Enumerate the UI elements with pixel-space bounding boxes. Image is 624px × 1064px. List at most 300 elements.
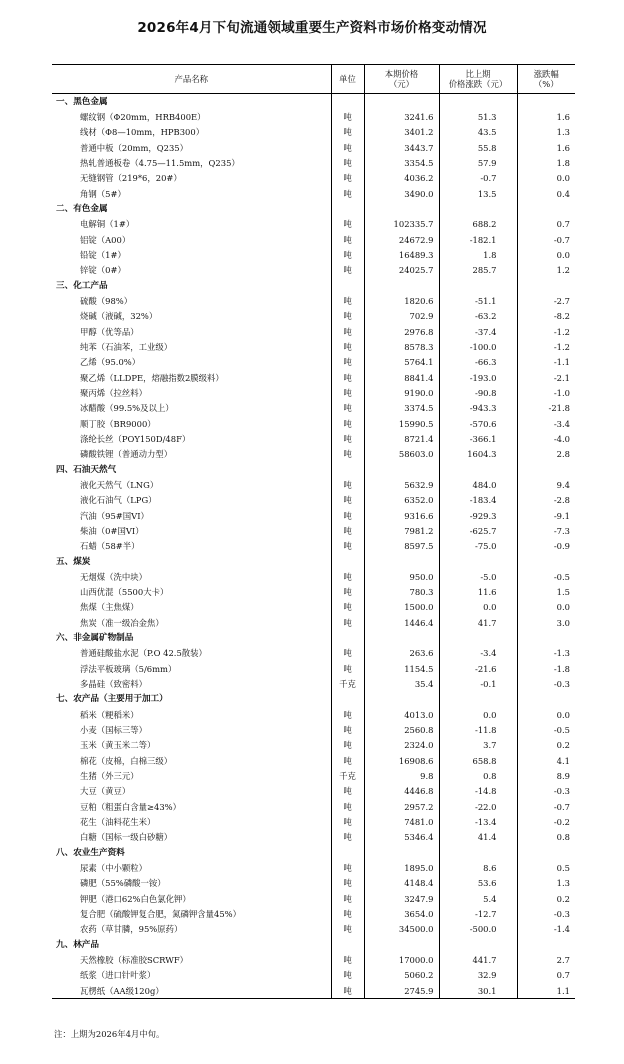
product-name-cell: 甲醇（优等品）: [80, 326, 139, 337]
percent-change-cell: -0.2: [517, 814, 575, 829]
table-row: [52, 477, 575, 492]
percent-change-cell: -1.0: [517, 385, 575, 400]
percent-change-cell: 0.5: [517, 860, 575, 875]
price-cell: 9.8: [364, 768, 439, 783]
percent-change-cell: [517, 201, 575, 216]
price-change-cell: 55.8: [439, 140, 517, 155]
percent-change-cell: 1.3: [517, 125, 575, 140]
price-change-cell: -37.4: [439, 324, 517, 339]
category-name-cell: 一、黑色金属: [56, 96, 108, 107]
product-name-cell: 硫酸（98%）: [80, 295, 133, 306]
unit-cell: 千克: [331, 768, 364, 783]
percent-change-cell: 1.6: [517, 109, 575, 124]
price-cell: 702.9: [364, 309, 439, 324]
price-change-cell: 5.4: [439, 891, 517, 906]
price-change-cell: -21.6: [439, 661, 517, 676]
price-change-cell: -500.0: [439, 922, 517, 937]
table-row: [52, 416, 575, 431]
price-cell: 1895.0: [364, 860, 439, 875]
product-name-cell: 铅锭（1#）: [80, 249, 126, 260]
unit-cell: 吨: [331, 600, 364, 615]
unit-cell: 吨: [331, 646, 364, 661]
unit-cell: 吨: [331, 784, 364, 799]
price-cell: 15990.5: [364, 416, 439, 431]
price-cell: 263.6: [364, 646, 439, 661]
table-row: [52, 523, 575, 538]
unit-cell: 吨: [331, 155, 364, 170]
product-name-cell: 焦炭（准一级冶金焦）: [80, 617, 164, 628]
percent-change-cell: -0.5: [517, 722, 575, 737]
table-row: [52, 830, 575, 845]
unit-cell: 吨: [331, 339, 364, 354]
price-change-cell: 441.7: [439, 952, 517, 967]
product-name-cell: 锌锭（0#）: [80, 265, 126, 276]
unit-cell: 吨: [331, 293, 364, 308]
table-row: [52, 309, 575, 324]
unit-cell: [331, 94, 364, 110]
table-row: [52, 799, 575, 814]
table-row: [52, 125, 575, 140]
unit-cell: 吨: [331, 447, 364, 462]
product-name-cell: 复合肥（硫酸钾复合肥，氮磷钾含量45%）: [80, 909, 241, 920]
header-price-line1: 本期价格: [384, 69, 419, 79]
unit-cell: 千克: [331, 676, 364, 691]
category-row: [52, 94, 575, 110]
unit-cell: 吨: [331, 906, 364, 921]
percent-change-cell: [517, 845, 575, 860]
table-row: [52, 186, 575, 201]
price-change-cell: -12.7: [439, 906, 517, 921]
unit-cell: 吨: [331, 738, 364, 753]
percent-change-cell: -0.3: [517, 906, 575, 921]
table-row: [52, 952, 575, 967]
category-row: [52, 554, 575, 569]
header-product-name: [52, 65, 331, 94]
price-cell: 5764.1: [364, 355, 439, 370]
price-change-cell: [439, 692, 517, 707]
price-change-cell: -3.4: [439, 646, 517, 661]
product-name-cell: 聚乙烯（LLDPE，熔融指数2膜级料）: [80, 372, 224, 383]
price-change-cell: 53.6: [439, 876, 517, 891]
price-change-cell: -183.4: [439, 493, 517, 508]
table-row: [52, 615, 575, 630]
table-row: [52, 661, 575, 676]
table-row: [52, 646, 575, 661]
unit-cell: 吨: [331, 860, 364, 875]
percent-change-cell: -3.4: [517, 416, 575, 431]
percent-change-cell: 0.2: [517, 738, 575, 753]
unit-cell: 吨: [331, 247, 364, 262]
price-change-cell: -182.1: [439, 232, 517, 247]
price-cell: 3654.0: [364, 906, 439, 921]
price-cell: 34500.0: [364, 922, 439, 937]
category-row: [52, 278, 575, 293]
table-row: [52, 431, 575, 446]
product-name-cell: 山西优混（5500大卡）: [80, 587, 169, 598]
price-change-cell: -193.0: [439, 370, 517, 385]
price-cell: 950.0: [364, 569, 439, 584]
table-row: [52, 906, 575, 921]
unit-cell: 吨: [331, 585, 364, 600]
price-cell: 102335.7: [364, 217, 439, 232]
table-row: [52, 569, 575, 584]
unit-cell: [331, 278, 364, 293]
percent-change-cell: 3.0: [517, 615, 575, 630]
price-change-cell: -11.8: [439, 722, 517, 737]
product-name-cell: 液化石油气（LPG）: [80, 495, 157, 506]
price-cell: 7481.0: [364, 814, 439, 829]
price-change-cell: 57.9: [439, 155, 517, 170]
price-cell: 2976.8: [364, 324, 439, 339]
unit-cell: 吨: [331, 217, 364, 232]
price-change-cell: 13.5: [439, 186, 517, 201]
table-row: [52, 109, 575, 124]
price-cell: 5632.9: [364, 477, 439, 492]
table-row: [52, 539, 575, 554]
unit-cell: 吨: [331, 370, 364, 385]
percent-change-cell: 1.3: [517, 876, 575, 891]
price-cell: 3490.0: [364, 186, 439, 201]
percent-change-cell: -1.1: [517, 355, 575, 370]
header-unit: [331, 65, 364, 94]
price-cell: 1154.5: [364, 661, 439, 676]
table-header: [52, 65, 575, 94]
price-change-cell: 51.3: [439, 109, 517, 124]
price-change-cell: [439, 937, 517, 952]
product-name-cell: 液化天然气（LNG）: [80, 479, 159, 490]
product-name-cell: 磷肥（55%磷酸一铵）: [80, 878, 166, 889]
category-row: [52, 937, 575, 952]
table-row: [52, 447, 575, 462]
price-cell: 9316.6: [364, 508, 439, 523]
price-cell: [364, 554, 439, 569]
unit-cell: [331, 937, 364, 952]
unit-cell: [331, 630, 364, 645]
product-name-cell: 顺丁胶（BR9000）: [80, 418, 156, 429]
price-cell: 3241.6: [364, 109, 439, 124]
unit-cell: 吨: [331, 523, 364, 538]
unit-cell: [331, 692, 364, 707]
percent-change-cell: 1.5: [517, 585, 575, 600]
header-row: [52, 65, 575, 94]
table-row: [52, 493, 575, 508]
price-change-cell: -14.8: [439, 784, 517, 799]
product-name-cell: 生猪（外三元）: [80, 771, 139, 782]
unit-cell: 吨: [331, 508, 364, 523]
product-name-cell: 柴油（0#国VI）: [80, 525, 144, 536]
product-name-cell: 尿素（中小颗粒）: [80, 863, 147, 874]
percent-change-cell: 2.8: [517, 447, 575, 462]
product-name-cell: 玉米（黄玉米二等）: [80, 740, 156, 751]
header-percent-line1: 涨跌幅: [533, 69, 559, 79]
percent-change-cell: 0.7: [517, 968, 575, 983]
price-change-cell: 30.1: [439, 983, 517, 999]
price-cell: 3354.5: [364, 155, 439, 170]
unit-cell: 吨: [331, 324, 364, 339]
price-cell: [364, 94, 439, 110]
price-cell: 2324.0: [364, 738, 439, 753]
unit-cell: [331, 201, 364, 216]
price-change-cell: [439, 630, 517, 645]
unit-cell: 吨: [331, 401, 364, 416]
unit-cell: 吨: [331, 263, 364, 278]
unit-cell: 吨: [331, 109, 364, 124]
percent-change-cell: 9.4: [517, 477, 575, 492]
price-cell: 3374.5: [364, 401, 439, 416]
percent-change-cell: 0.0: [517, 171, 575, 186]
percent-change-cell: -2.1: [517, 370, 575, 385]
table-row: [52, 738, 575, 753]
table-row: [52, 324, 575, 339]
percent-change-cell: 8.9: [517, 768, 575, 783]
percent-change-cell: 0.4: [517, 186, 575, 201]
category-name-cell: 六、非金属矿物制品: [56, 633, 134, 644]
percent-change-cell: -2.7: [517, 293, 575, 308]
price-change-cell: 658.8: [439, 753, 517, 768]
percent-change-cell: -1.4: [517, 922, 575, 937]
price-cell: 9190.0: [364, 385, 439, 400]
percent-change-cell: -2.8: [517, 493, 575, 508]
category-name-cell: 八、农业生产资料: [56, 847, 125, 858]
price-change-cell: -0.1: [439, 676, 517, 691]
percent-change-cell: [517, 937, 575, 952]
unit-cell: 吨: [331, 615, 364, 630]
header-change-line1: 比上期: [465, 69, 491, 79]
product-name-cell: 汽油（95#国VI）: [80, 510, 149, 521]
price-cell: 24672.9: [364, 232, 439, 247]
unit-cell: 吨: [331, 753, 364, 768]
percent-change-cell: 0.2: [517, 891, 575, 906]
table-row: [52, 676, 575, 691]
unit-cell: 吨: [331, 922, 364, 937]
percent-change-cell: 0.8: [517, 830, 575, 845]
percent-change-cell: 0.0: [517, 247, 575, 262]
table-row: [52, 983, 575, 999]
product-name-cell: 螺纹钢（Φ20mm，HRB400E）: [80, 111, 206, 122]
percent-change-cell: 1.1: [517, 983, 575, 999]
category-row: [52, 201, 575, 216]
footnote: 注：上期为2026年4月中旬。: [54, 1029, 165, 1039]
table-row: [52, 508, 575, 523]
product-name-cell: 小麦（国标三等）: [80, 725, 147, 736]
unit-cell: 吨: [331, 661, 364, 676]
price-change-cell: 0.0: [439, 600, 517, 615]
price-cell: [364, 845, 439, 860]
unit-cell: 吨: [331, 707, 364, 722]
table-row: [52, 814, 575, 829]
percent-change-cell: 1.8: [517, 155, 575, 170]
percent-change-cell: [517, 94, 575, 110]
product-name-cell: 无烟煤（洗中块）: [80, 571, 147, 582]
product-name-cell: 铝锭（A00）: [80, 234, 131, 245]
product-name-cell: 浮法平板玻璃（5/6mm）: [80, 663, 177, 674]
price-change-cell: [439, 462, 517, 477]
price-change-cell: 1604.3: [439, 447, 517, 462]
header-price-line2: （元）: [388, 79, 415, 89]
price-change-cell: -5.0: [439, 569, 517, 584]
table-row: [52, 293, 575, 308]
price-change-cell: 484.0: [439, 477, 517, 492]
unit-cell: 吨: [331, 186, 364, 201]
product-name-cell: 天然橡胶（标准胶SCRWF）: [80, 955, 189, 966]
category-name-cell: 九、林产品: [56, 939, 99, 950]
price-cell: 1446.4: [364, 615, 439, 630]
price-change-cell: 1.8: [439, 247, 517, 262]
table-row: [52, 355, 575, 370]
price-change-cell: 41.4: [439, 830, 517, 845]
product-name-cell: 石蜡（58#半）: [80, 541, 140, 552]
percent-change-cell: 2.7: [517, 952, 575, 967]
product-name-cell: 烧碱（液碱，32%）: [80, 311, 158, 322]
price-change-cell: -63.2: [439, 309, 517, 324]
price-change-cell: [439, 554, 517, 569]
category-row: [52, 692, 575, 707]
percent-change-cell: 1.6: [517, 140, 575, 155]
price-cell: 7981.2: [364, 523, 439, 538]
table-row: [52, 891, 575, 906]
product-name-cell: 无缝钢管（219*6，20#）: [80, 173, 182, 184]
price-change-cell: 41.7: [439, 615, 517, 630]
product-name-cell: 钾肥（港口62%白色氯化钾）: [80, 893, 191, 904]
price-cell: [364, 462, 439, 477]
product-name-cell: 乙烯（95.0%）: [80, 357, 141, 368]
table-row: [52, 232, 575, 247]
unit-cell: [331, 554, 364, 569]
table-row: [52, 155, 575, 170]
product-name-cell: 角钢（5#）: [80, 188, 126, 199]
percent-change-cell: [517, 278, 575, 293]
price-cell: 1500.0: [364, 600, 439, 615]
percent-change-cell: -0.7: [517, 799, 575, 814]
price-change-cell: 3.7: [439, 738, 517, 753]
product-name-cell: 涤纶长丝（POY150D/48F）: [80, 433, 191, 444]
product-name-cell: 普通中板（20mm，Q235）: [80, 142, 189, 153]
unit-cell: 吨: [331, 309, 364, 324]
price-change-cell: -929.3: [439, 508, 517, 523]
price-cell: 16489.3: [364, 247, 439, 262]
unit-cell: 吨: [331, 477, 364, 492]
percent-change-cell: 0.0: [517, 600, 575, 615]
product-name-cell: 磷酸铁锂（普通动力型）: [80, 449, 173, 460]
unit-cell: 吨: [331, 830, 364, 845]
product-name-cell: 花生（油料花生米）: [80, 817, 156, 828]
unit-cell: 吨: [331, 983, 364, 999]
product-name-cell: 棉花（皮棉，白棉三级）: [80, 755, 173, 766]
price-cell: [364, 201, 439, 216]
table-row: [52, 768, 575, 783]
table-row: [52, 753, 575, 768]
table-row: [52, 876, 575, 891]
unit-cell: 吨: [331, 539, 364, 554]
product-name-cell: 电解铜（1#）: [80, 219, 135, 230]
unit-cell: 吨: [331, 814, 364, 829]
product-name-cell: 冰醋酸（99.5%及以上）: [80, 403, 174, 414]
product-name-cell: 普通硅酸盐水泥（P.O 42.5散装）: [80, 648, 207, 659]
table-row: [52, 722, 575, 737]
product-name-cell: 纸浆（进口针叶浆）: [80, 970, 156, 981]
price-cell: 780.3: [364, 585, 439, 600]
price-cell: 58603.0: [364, 447, 439, 462]
price-cell: 4036.2: [364, 171, 439, 186]
header-change-line2: 价格涨跌（元）: [448, 79, 508, 89]
price-cell: 4013.0: [364, 707, 439, 722]
category-name-cell: 三、化工产品: [56, 280, 108, 291]
table-row: [52, 247, 575, 262]
category-row: [52, 845, 575, 860]
percent-change-cell: -1.2: [517, 339, 575, 354]
product-name-cell: 大豆（黄豆）: [80, 786, 131, 797]
unit-cell: 吨: [331, 232, 364, 247]
table-row: [52, 922, 575, 937]
price-change-cell: -13.4: [439, 814, 517, 829]
unit-cell: 吨: [331, 140, 364, 155]
percent-change-cell: -8.2: [517, 309, 575, 324]
price-cell: 2745.9: [364, 983, 439, 999]
price-change-cell: 32.9: [439, 968, 517, 983]
unit-cell: 吨: [331, 416, 364, 431]
price-change-cell: 0.8: [439, 768, 517, 783]
unit-cell: 吨: [331, 799, 364, 814]
price-cell: 6352.0: [364, 493, 439, 508]
price-change-cell: 11.6: [439, 585, 517, 600]
percent-change-cell: [517, 462, 575, 477]
percent-change-cell: 0.0: [517, 707, 575, 722]
product-name-cell: 热轧普通板卷（4.75—11.5mm，Q235）: [80, 157, 240, 168]
unit-cell: 吨: [331, 125, 364, 140]
category-row: [52, 630, 575, 645]
percent-change-cell: 0.7: [517, 217, 575, 232]
percent-change-cell: -4.0: [517, 431, 575, 446]
unit-cell: 吨: [331, 891, 364, 906]
price-change-cell: 8.6: [439, 860, 517, 875]
price-change-cell: 285.7: [439, 263, 517, 278]
price-change-cell: 0.0: [439, 707, 517, 722]
price-cell: 3401.2: [364, 125, 439, 140]
price-cell: 2957.2: [364, 799, 439, 814]
table-row: [52, 585, 575, 600]
product-name-cell: 线材（Φ8—10mm，HPB300）: [80, 127, 205, 138]
price-change-cell: [439, 94, 517, 110]
price-change-cell: -22.0: [439, 799, 517, 814]
table-row: [52, 600, 575, 615]
category-name-cell: 四、石油天然气: [56, 464, 117, 475]
unit-cell: [331, 462, 364, 477]
unit-cell: 吨: [331, 385, 364, 400]
table-row: [52, 385, 575, 400]
price-change-cell: -90.8: [439, 385, 517, 400]
unit-cell: 吨: [331, 171, 364, 186]
unit-cell: 吨: [331, 355, 364, 370]
table-body: [52, 94, 575, 999]
percent-change-cell: [517, 554, 575, 569]
price-cell: [364, 630, 439, 645]
product-name-cell: 瓦楞纸（AA级120g）: [52, 983, 331, 999]
percent-change-cell: [517, 630, 575, 645]
price-change-cell: -570.6: [439, 416, 517, 431]
percent-change-cell: 1.2: [517, 263, 575, 278]
unit-cell: 吨: [331, 876, 364, 891]
table-row: [52, 339, 575, 354]
header-change: [439, 65, 517, 94]
table-row: [52, 263, 575, 278]
price-cell: 4446.8: [364, 784, 439, 799]
price-change-cell: -66.3: [439, 355, 517, 370]
price-cell: 8721.4: [364, 431, 439, 446]
percent-change-cell: -0.7: [517, 232, 575, 247]
percent-change-cell: [517, 692, 575, 707]
price-change-cell: -625.7: [439, 523, 517, 538]
price-change-cell: -100.0: [439, 339, 517, 354]
